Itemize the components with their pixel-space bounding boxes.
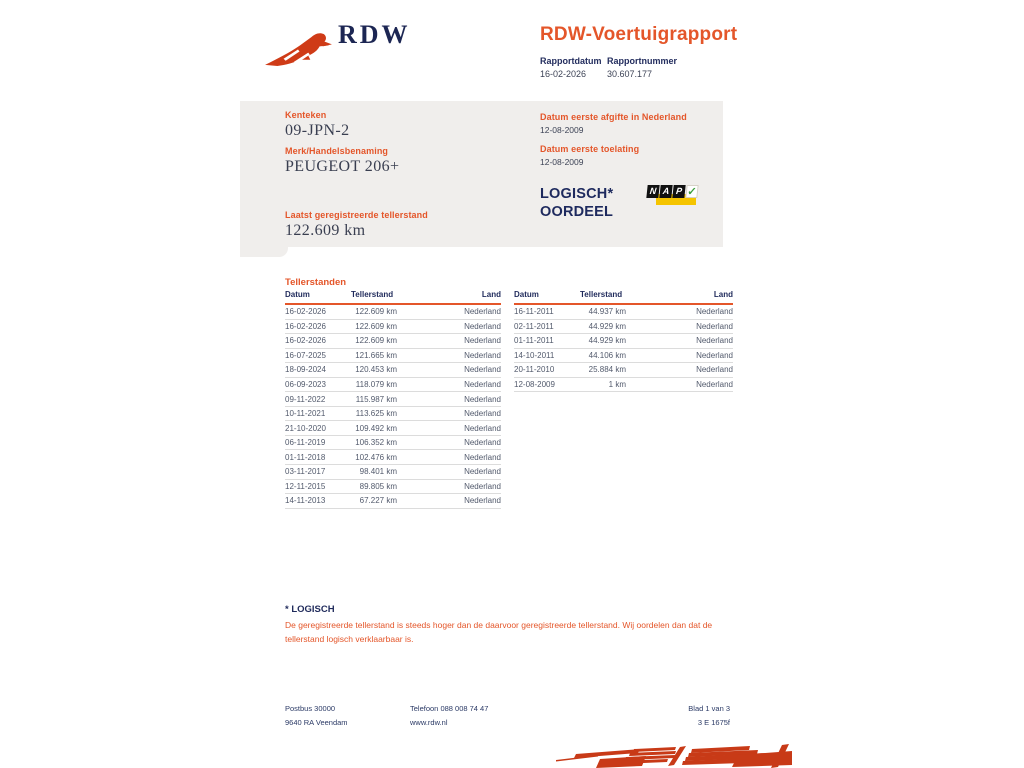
table-row [285,334,501,349]
tellerstanden-table-left [285,290,501,509]
header-datum: Datum [285,290,310,299]
table-header [514,290,733,305]
table-row [285,392,501,407]
cell-land: Nederland [464,350,501,360]
header-land: Land [713,290,733,299]
nap-letter-p: P [672,185,685,198]
cell-tellerstand: 113.625 km [355,409,397,419]
footer-website: www.rdw.nl [410,718,448,727]
table-row [514,378,733,393]
kenteken-label: Kenteken [285,110,327,120]
cell-land: Nederland [696,365,733,375]
tellerstanden-title: Tellerstanden [285,277,347,288]
table-row [285,494,501,509]
toelating-value: 12-08-2009 [540,157,584,167]
table-row [285,363,501,378]
cell-tellerstand: 98.401 km [359,467,397,477]
cell-land: Nederland [464,481,501,491]
cell-tellerstand: 122.609 km [355,307,397,317]
nap-letter-n: N [646,185,659,198]
footer-form-code: 3 E 1675f [697,718,730,727]
cell-datum: 20-11-2010 [514,365,555,375]
footer-phone: Telefoon 088 008 74 47 [410,704,489,713]
cell-land: Nederland [464,409,501,419]
toelating-label: Datum eerste toelating [540,144,640,154]
footer-address-line2: 9640 RA Veendam [285,718,348,727]
cell-tellerstand: 44.929 km [588,336,626,346]
merk-value: PEUGEOT 206+ [285,158,400,175]
oordeel-text [540,185,613,221]
footer-address-line1: Postbus 30000 [285,704,336,713]
table-row [285,421,501,436]
cell-land: Nederland [464,452,501,462]
nap-logo [647,185,699,209]
cell-datum: 16-07-2025 [285,350,326,360]
footnote-text: De geregistreerde tellerstand is steeds hoger dan de daarvoor geregistreerde tellerstand. Wij oordelen dan dat de tellerstand logisch verklaarbaar is. [285,620,713,644]
footer-page-number: Blad 1 van 3 [688,704,730,713]
table-row [514,320,733,335]
cell-land: Nederland [464,336,501,346]
cell-tellerstand: 109.492 km [355,423,397,433]
cell-datum: 10-11-2021 [285,409,326,419]
header-tellerstand: Tellerstand [580,290,623,299]
cell-tellerstand: 118.079 km [355,380,397,389]
afgifte-label: Datum eerste afgifte in Nederland [540,112,687,122]
page-title: RDW-Voertuigrapport [540,24,738,45]
cell-land: Nederland [464,321,501,331]
cell-datum: 16-11-2011 [514,307,554,317]
cell-datum: 16-02-2026 [285,321,326,331]
cell-tellerstand: 120.453 km [355,365,397,375]
table-body [285,305,501,509]
footer-page-info [610,702,730,730]
tellerstand-label: Laatst geregistreerde tellerstand [285,210,428,220]
cell-tellerstand: 67.227 km [359,496,397,506]
table-row [285,480,501,495]
table-row [285,450,501,465]
nap-letter-a: A [659,185,672,198]
cell-datum: 18-09-2024 [285,365,326,375]
table-row [285,349,501,364]
cell-land: Nederland [464,467,501,477]
cell-datum: 16-02-2026 [285,307,326,317]
cell-tellerstand: 106.352 km [355,438,397,448]
summary-box-tab [240,247,288,257]
merk-label: Merk/Handelsbenaming [285,146,389,156]
table-header [285,290,501,305]
cell-datum: 16-02-2026 [285,336,326,346]
rapportnummer-value: 30.607.177 [607,69,653,79]
footer-address [285,702,348,730]
table-row [285,378,501,393]
table-row [285,407,501,422]
tellerstanden-table-right [514,290,733,392]
cell-tellerstand: 44.106 km [588,350,626,360]
cell-tellerstand: 122.609 km [355,336,397,346]
cell-land: Nederland [464,496,501,506]
nap-check-icon: ✓ [686,186,698,198]
cell-datum: 09-11-2022 [285,394,326,404]
cell-tellerstand: 44.929 km [588,321,626,331]
cell-datum: 03-11-2017 [285,467,326,477]
cell-datum: 06-09-2023 [285,380,326,389]
cell-datum: 12-11-2015 [285,481,326,491]
rapportdatum-value: 16-02-2026 [540,69,587,79]
tellerstand-value: 122.609 km [285,222,366,239]
cell-datum: 14-11-2013 [285,496,326,506]
cell-datum: 01-11-2011 [514,336,554,346]
table-row [514,305,733,320]
rapportnummer-label: Rapportnummer [607,56,678,66]
cell-tellerstand: 121.665 km [355,350,397,360]
cell-tellerstand: 44.937 km [588,307,626,317]
cell-datum: 12-08-2009 [514,380,555,389]
cell-land: Nederland [696,307,733,317]
footnote-title: * LOGISCH [285,604,335,615]
cell-land: Nederland [696,350,733,360]
table-row [514,363,733,378]
table-row [285,465,501,480]
rdw-eagle-logo-icon [263,30,335,70]
cell-datum: 21-10-2020 [285,423,326,433]
cell-land: Nederland [464,423,501,433]
cell-land: Nederland [464,380,501,389]
cell-tellerstand: 122.609 km [355,321,397,331]
cell-land: Nederland [464,307,501,317]
table-row [285,305,501,320]
cell-land: Nederland [464,365,501,375]
cell-datum: 01-11-2018 [285,452,326,462]
rdw-logo-text: RDW [338,20,411,49]
table-body [514,305,733,392]
cell-datum: 02-11-2011 [514,321,554,331]
oordeel-line1: LOGISCH* [540,186,614,202]
cell-tellerstand: 115.987 km [355,394,397,404]
header-datum: Datum [514,290,539,299]
kenteken-value: 09-JPN-2 [285,122,350,139]
cell-land: Nederland [464,438,501,448]
cell-tellerstand: 102.476 km [355,452,397,462]
cell-tellerstand: 89.805 km [359,481,397,491]
oordeel-line2: OORDEEL [540,204,614,220]
afgifte-value: 12-08-2009 [540,125,584,135]
rdw-wing-stripes-graphic [542,741,792,768]
cell-land: Nederland [696,380,733,389]
cell-datum: 14-10-2011 [514,350,555,360]
cell-land: Nederland [696,336,733,346]
cell-land: Nederland [464,394,501,404]
footer-contact [410,702,488,730]
cell-datum: 06-11-2019 [285,438,326,448]
header-tellerstand: Tellerstand [351,290,394,299]
table-row [514,334,733,349]
cell-land: Nederland [696,321,733,331]
table-row [514,349,733,364]
table-row [285,320,501,335]
cell-tellerstand: 1 km [608,380,626,389]
table-row [285,436,501,451]
cell-tellerstand: 25.884 km [588,365,626,375]
header-land: Land [481,290,501,299]
rapportdatum-label: Rapportdatum [540,56,602,66]
